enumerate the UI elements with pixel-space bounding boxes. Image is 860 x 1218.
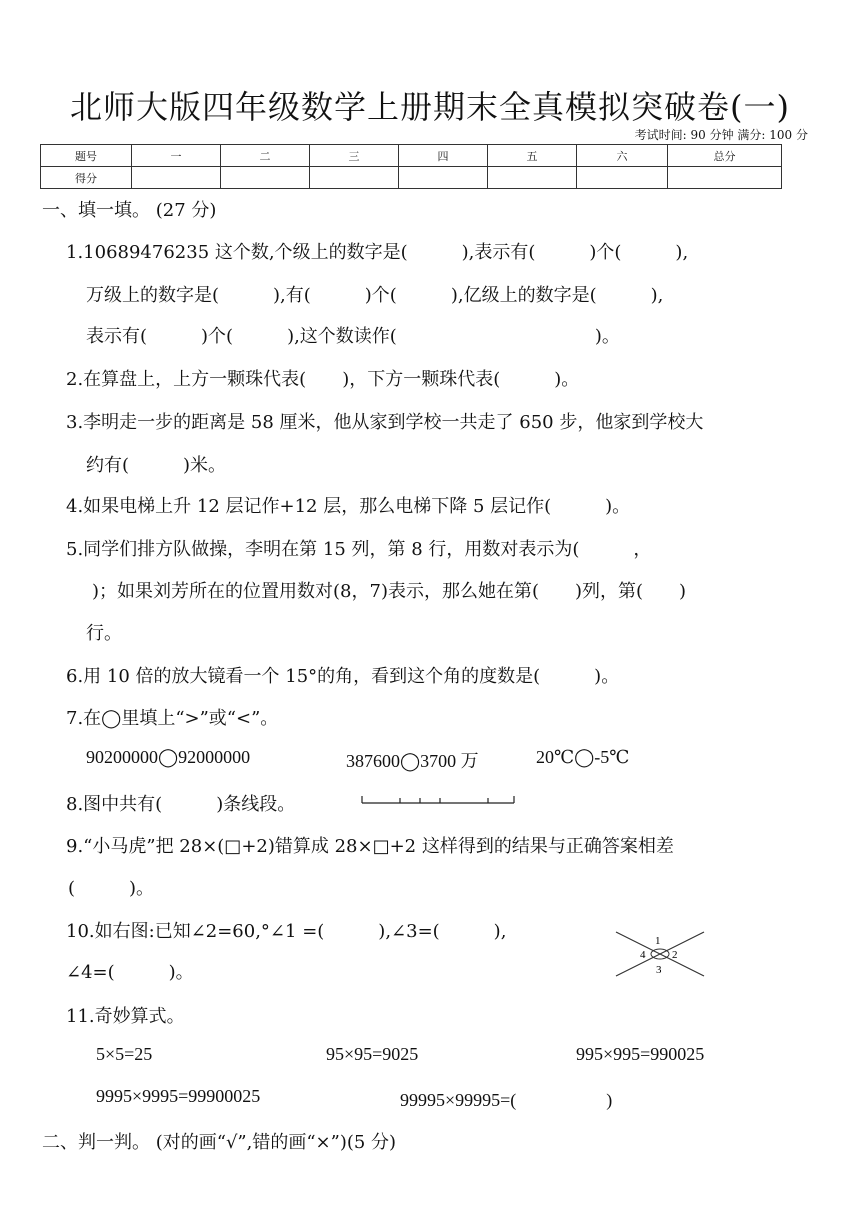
question-7-item-c: 20℃◯-5℃ <box>536 747 630 767</box>
question-11-item-d: 9995×9995=99900025 <box>96 1086 261 1106</box>
angle-label-2: 2 <box>672 949 678 961</box>
score-cell[interactable] <box>132 167 221 189</box>
angle-label-1: 1 <box>655 935 661 947</box>
question-9-line-2: ( )。 <box>68 878 155 899</box>
page-title: 北师大版四年级数学上册期末全真模拟突破卷(一) <box>70 88 790 126</box>
score-header-cell: 六 <box>577 145 668 167</box>
question-3-line-2: 约有( )米。 <box>86 455 227 476</box>
question-4: 4.如果电梯上升 12 层记作+12 层，那么电梯下降 5 层记作( )。 <box>66 496 631 517</box>
question-11-item-b: 95×95=9025 <box>326 1044 419 1064</box>
question-1-line-2: 万级上的数字是( ),有( )个( ),亿级上的数字是( ), <box>86 285 664 306</box>
question-7-item-a: 90200000◯92000000 <box>86 747 251 767</box>
question-11: 11.奇妙算式。 <box>66 1006 185 1027</box>
score-cell[interactable] <box>488 167 577 189</box>
question-11-item-c: 995×995=990025 <box>576 1044 705 1064</box>
score-cell[interactable] <box>310 167 399 189</box>
score-header-cell: 四 <box>399 145 488 167</box>
score-header-cell: 三 <box>310 145 399 167</box>
score-header-cell: 一 <box>132 145 221 167</box>
score-table-score-row <box>41 167 782 189</box>
question-7: 7.在◯里填上“>”或“<”。 <box>66 708 279 729</box>
score-cell[interactable] <box>668 167 782 189</box>
angle-label-4: 4 <box>640 949 646 961</box>
score-table-header-row <box>41 145 782 167</box>
question-7-item-b: 387600◯3700 万 <box>346 751 479 771</box>
question-10-line-2: ∠4=( )。 <box>66 962 194 983</box>
question-3-line-1: 3.李明走一步的距离是 58 厘米，他从家到学校一共走了 650 步，他家到学校大 <box>66 412 704 433</box>
intersecting-lines-figure <box>612 928 708 980</box>
question-9-line-1: 9.“小马虎”把 28×(□+2)错算成 28×□+2 这样得到的结果与正确答案相差 <box>66 836 674 857</box>
question-5-line-1: 5.同学们排方队做操，李明在第 15 列，第 8 行，用数对表示为( ， <box>66 539 652 560</box>
exam-info: 考试时间: 90 分钟 满分: 100 分 <box>634 128 808 142</box>
score-header-cell: 总分 <box>668 145 782 167</box>
score-cell[interactable] <box>577 167 668 189</box>
score-row-label: 得分 <box>41 167 132 189</box>
question-6: 6.用 10 倍的放大镜看一个 15°的角，看到这个角的度数是( )。 <box>66 666 620 687</box>
question-11-item-e: 99995×99995=( ) <box>400 1090 613 1110</box>
question-1-line-3: 表示有( )个( ),这个数读作( )。 <box>86 326 620 347</box>
question-5-line-2: )；如果刘芳所在的位置用数对(8，7)表示，那么她在第( )列，第( ) <box>92 581 687 602</box>
question-10-line-1: 10.如右图:已知∠2=60,°∠1 =( ),∠3=( ), <box>66 921 507 942</box>
score-header-cell: 二 <box>221 145 310 167</box>
score-cell[interactable] <box>221 167 310 189</box>
score-header-cell: 题号 <box>41 145 132 167</box>
question-5-line-3: 行。 <box>86 623 122 644</box>
question-1-line-1: 1.10689476235 这个数,个级上的数字是( ),表示有( )个( ), <box>66 242 689 263</box>
section-1-heading: 一、填一填。 (27 分) <box>42 200 217 221</box>
question-8: 8.图中共有( )条线段。 <box>66 794 296 815</box>
score-cell[interactable] <box>399 167 488 189</box>
section-2-heading: 二、判一判。 (对的画“√”,错的画“×”)(5 分) <box>42 1132 397 1153</box>
score-table <box>40 144 782 189</box>
question-2: 2.在算盘上，上方一颗珠代表( )，下方一颗珠代表( )。 <box>66 369 580 390</box>
score-header-cell: 五 <box>488 145 577 167</box>
question-11-item-a: 5×5=25 <box>96 1044 153 1064</box>
line-segment-figure <box>360 794 518 808</box>
angle-label-3: 3 <box>656 964 662 976</box>
